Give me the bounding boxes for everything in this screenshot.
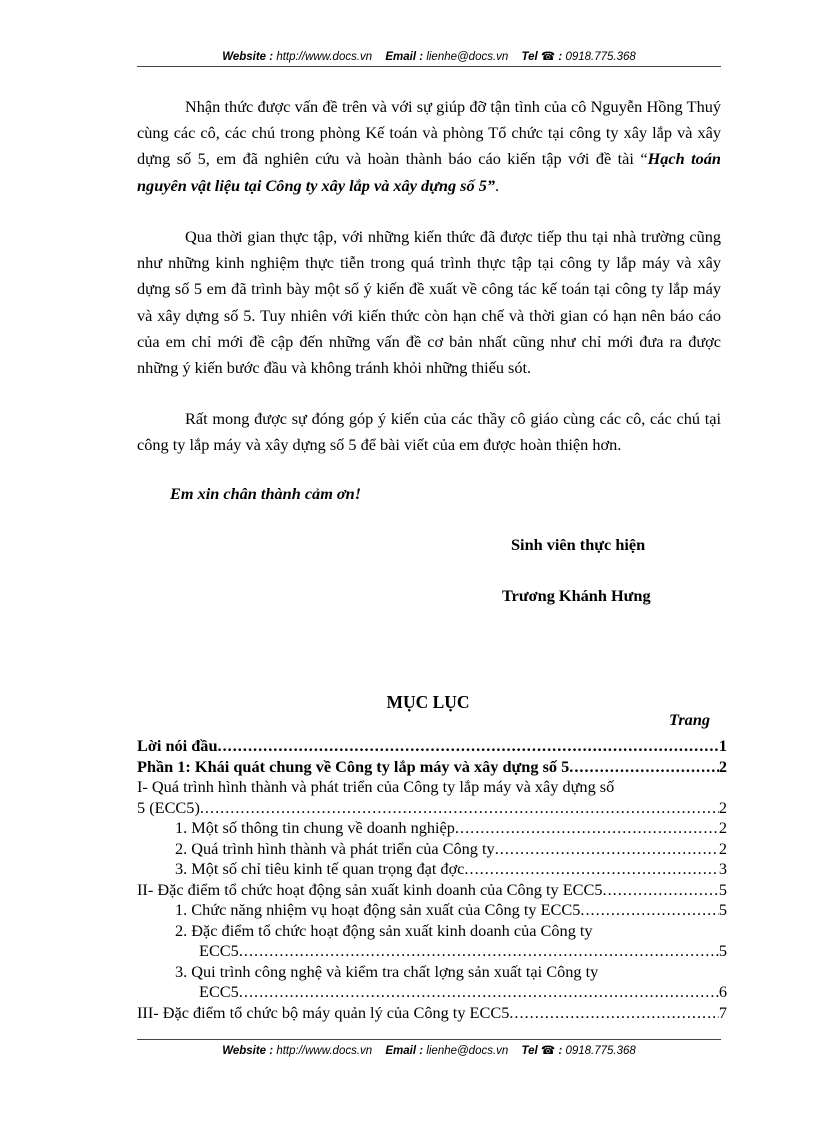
toc-entry-text: III- Đặc điểm tổ chức bộ máy quản lý của Công ty ECC5 <box>137 1002 510 1022</box>
toc-entry-page: 2 <box>718 797 727 817</box>
toc-entry-text: 1. Một số thông tin chung về doanh nghiệp <box>175 818 455 837</box>
email-label: Email : <box>385 1045 424 1057</box>
toc-entry-text: II- Đặc điểm tổ chức hoạt động sản xuất kinh doanh của Công ty ECC5 <box>137 879 603 899</box>
toc-entry[interactable] <box>137 859 727 880</box>
toc-entry[interactable] <box>137 962 727 1003</box>
website-url[interactable]: http://www.docs.vn <box>276 1045 373 1057</box>
toc-entry[interactable] <box>137 818 727 839</box>
toc-entry-page: 2 <box>718 818 727 837</box>
page-footer <box>137 1039 721 1057</box>
toc-entry-text-cont: 5 (ECC5) <box>137 797 200 817</box>
page-header <box>137 49 721 67</box>
paragraph-1-end: . <box>495 175 500 195</box>
toc-entry-text-cont: ECC5 <box>199 941 239 960</box>
paragraph-3: Rất mong được sự đóng góp ý kiến của các thầy cô giáo cùng các cô, các chú tại công ty lắp máy và xây dựng số 5 để bài viết của em được hoàn thiện hơn. <box>137 409 721 455</box>
toc-entry-page: 5 <box>718 879 727 899</box>
toc-title: MỤC LỤC <box>386 692 470 712</box>
toc-entry-page: 2 <box>718 838 727 858</box>
table-of-contents <box>137 736 727 1023</box>
toc-entry-text: 3. Một số chỉ tiêu kinh tế quan trọng đạt đợc <box>175 859 465 878</box>
toc-entry-page: 1 <box>718 736 727 755</box>
toc-entry-page: 2 <box>718 756 727 776</box>
toc-entry[interactable] <box>137 736 727 757</box>
tel-label: Tel ☎ : <box>521 51 563 63</box>
toc-entry[interactable] <box>137 900 727 921</box>
toc-entry-page: 6 <box>718 982 727 1001</box>
toc-entry-page: 3 <box>718 859 727 878</box>
toc-page-label: Trang <box>669 710 711 729</box>
email-value[interactable]: lienhe@docs.vn <box>426 51 509 63</box>
thanks-line: Em xin chân thành cảm ơn! <box>170 484 362 503</box>
toc-entry-text: 2. Quá trình hình thành và phát triển của Công ty <box>175 838 495 858</box>
email-value[interactable]: lienhe@docs.vn <box>426 1045 509 1057</box>
toc-entry-page: 7 <box>718 1002 727 1022</box>
toc-entry-text: Lời nói đầu <box>137 736 218 755</box>
email-label: Email : <box>385 51 424 63</box>
toc-entry-page: 5 <box>718 941 727 960</box>
toc-entry-page: 5 <box>718 900 727 919</box>
tel-value: 0918.775.368 <box>565 1045 636 1057</box>
paragraph-2: Qua thời gian thực tập, với những kiến thức đã được tiếp thu tại nhà trường cũng như những kinh nghiệm thực tiễn trong quá trình thực tập tại công ty lắp máy và xây dựng số 5 em đã trình bày một số ý kiến đề xuất về công tác kế toán tại công ty lắp máy và xây dựng số 5. Tuy nhiên với kiến thức còn hạn chế và thời gian có hạn nên báo cáo của em chỉ mới đề cập đến những vấn đề cơ bản nhất cũng như chỉ mới đưa ra được những ý kiến bước đầu và không tránh khỏi những thiếu sót. <box>137 227 721 378</box>
toc-entry[interactable] <box>137 757 727 778</box>
report-title: Hạch toán nguyên vật liệu tại Công ty xây lắp và xây dựng số 5” <box>137 149 721 195</box>
toc-entry-text-cont: ECC5 <box>199 982 239 1001</box>
toc-entry[interactable] <box>137 1003 727 1024</box>
tel-value: 0918.775.368 <box>565 51 636 63</box>
toc-entry-text: 2. Đặc điểm tổ chức hoạt động sản xuất kinh doanh của Công ty <box>175 920 593 940</box>
paragraph-1-text: Nhận thức được vấn đề trên và với sự giúp đỡ tận tình của cô Nguyễn Hồng Thuý cùng các cô, các chú trong phòng Kế toán và phòng Tổ chức tại công ty xây lắp và xây dựng số 5, em đã nghiên cứu và hoàn thành báo cáo kiến tập với đề tài “ <box>137 97 721 169</box>
toc-entry-text: 3. Qui trình công nghệ và kiểm tra chất lợng sản xuất tại Công ty <box>175 961 599 981</box>
toc-entry-text: Phần 1: Khái quát chung về Công ty lắp máy và xây dựng số 5 <box>137 756 570 776</box>
toc-entry[interactable] <box>137 921 727 962</box>
signer-name: Trương Khánh Hưng <box>502 586 651 605</box>
tel-label: Tel ☎ : <box>521 1045 563 1057</box>
toc-entry[interactable] <box>137 777 727 818</box>
toc-entry-text: 1. Chức năng nhiệm vụ hoạt động sản xuất của Công ty ECC5 <box>175 900 581 919</box>
toc-entry-text: I- Quá trình hình thành và phát triển của Công ty lắp máy và xây dựng số <box>137 777 615 796</box>
toc-entry[interactable] <box>137 839 727 860</box>
paragraph-1 <box>137 94 721 199</box>
website-label: Website : <box>222 51 274 63</box>
toc-entry[interactable] <box>137 880 727 901</box>
website-label: Website : <box>222 1045 274 1057</box>
signer-role: Sinh viên thực hiện <box>511 535 646 554</box>
website-url[interactable]: http://www.docs.vn <box>276 51 373 63</box>
